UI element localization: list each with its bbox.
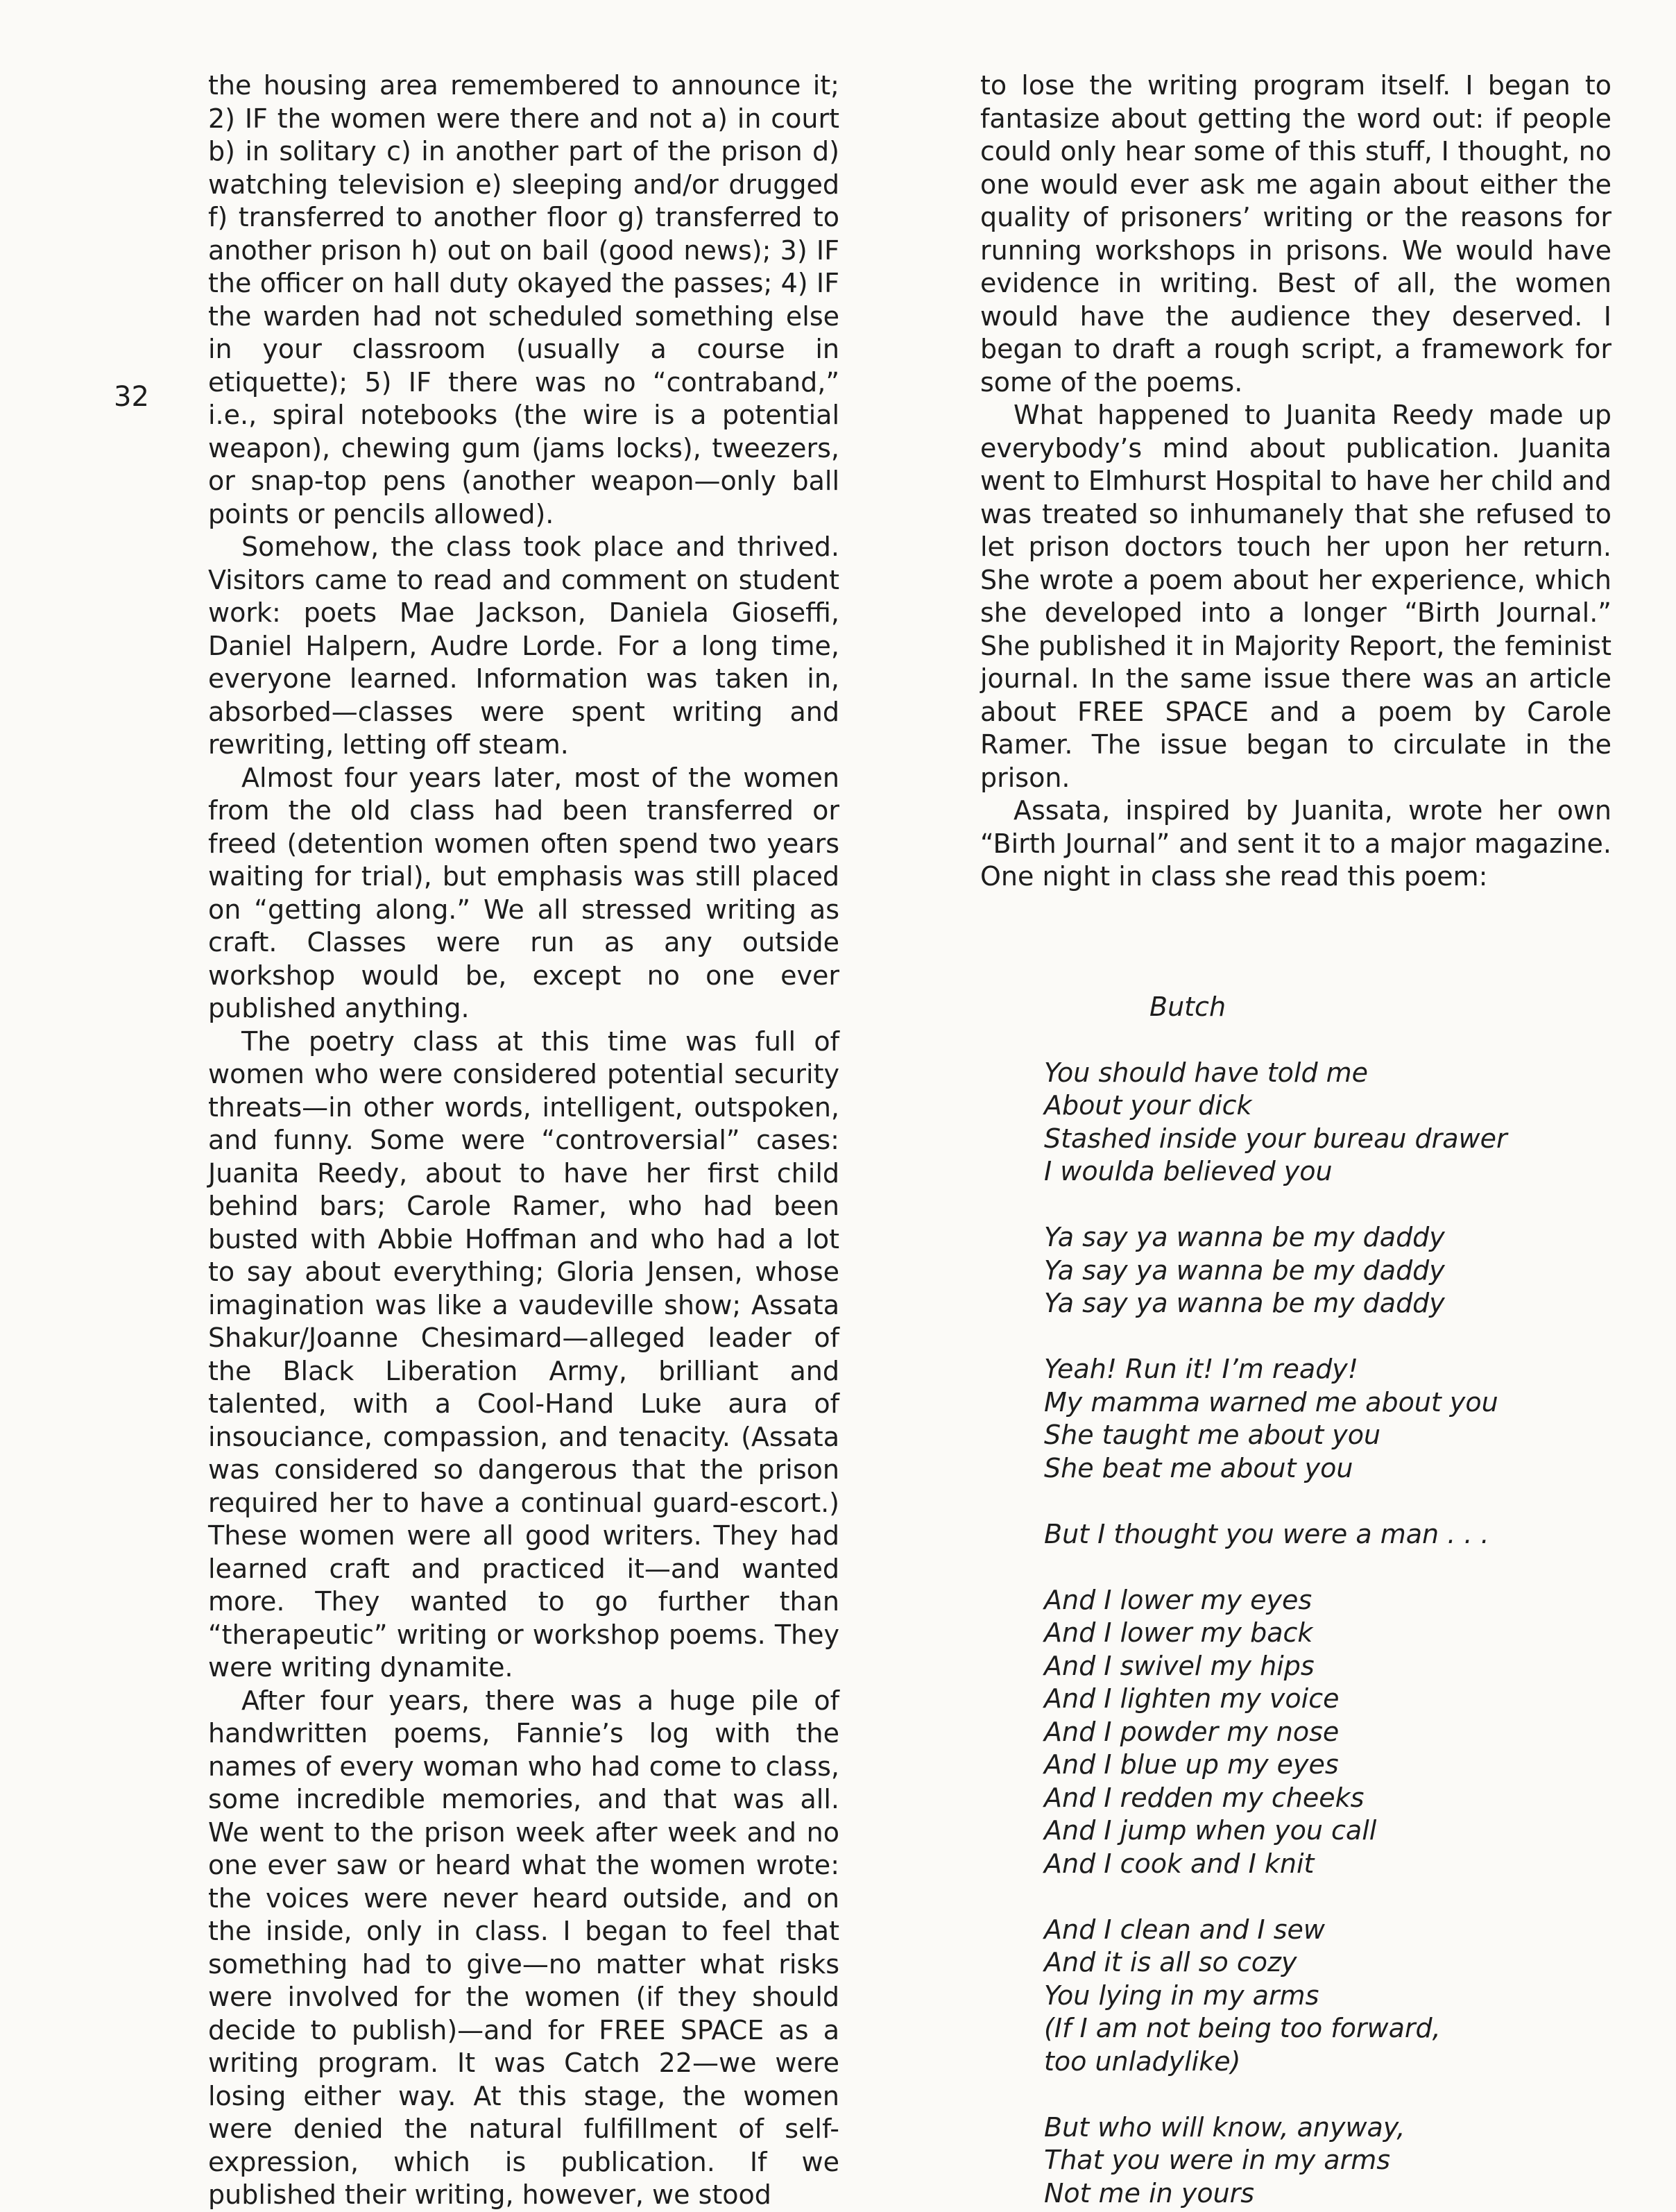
poem-line: Not me in yours (1044, 2177, 1255, 2209)
poem-stanza (1044, 1584, 1611, 1881)
poem-line: You should have told me (1044, 1057, 1369, 1088)
paragraph: the housing area remembered to announce it; 2) IF the women were there and not a) in court b) in solitary c) in another part of the prison d) watching television e) sleeping and/or drugged f) transferred to another floor g) transferred to another prison h) out on bail (good news); 3) IF the officer on hall duty okayed the passes; 4) IF the warden had not scheduled something else in your classroom (usually a course in etiquette); 5) IF there was no “contraband,” i.e., spiral notebooks (the wire is a potential weapon), chewing gum (jams locks), tweezers, or snap-top pens (another weapon—only ball points or pencils allowed). (208, 70, 839, 529)
poem-line: She beat me about you (1044, 1452, 1353, 1483)
paragraph: Almost four years later, most of the women from the old class had been transferred or freed (detention women often spend two years waiting for trial), but emphasis was still placed on “getting along.” We all stressed writing as craft. Classes were run as any outside workshop would be, except no one ever published anything. (208, 762, 839, 1023)
poem-line: too unladylike) (1044, 2045, 1241, 2077)
poem-stanza (1044, 1221, 1611, 1320)
poem-line: About your dick (1044, 1090, 1252, 1121)
poem (980, 991, 1611, 2211)
poem-stanza (1044, 1518, 1611, 1551)
poem-line: And I powder my nose (1044, 1716, 1340, 1747)
page-number: 32 (114, 381, 149, 413)
poem-line: But I thought you were a man . . . (1044, 1518, 1489, 1549)
poem-line: Stashed inside your bureau drawer (1044, 1123, 1507, 1154)
poem-line: My mamma warned me about you (1044, 1386, 1498, 1418)
poem-line: And I lighten my voice (1044, 1683, 1340, 1714)
poem-line: And I blue up my eyes (1044, 1749, 1339, 1780)
poem-stanza (1044, 1353, 1611, 1485)
poem-line: And I clean and I sew (1044, 1914, 1325, 1945)
poem-line: You lying in my arms (1044, 1980, 1319, 2011)
paragraph: Somehow, the class took place and thrived. Visitors came to read and comment on student work: poets Mae Jackson, Daniela Gioseffi, Daniel Halpern, Audre Lorde. For a long time, everyone learned. Information was taken in, absorbed—classes were spent writing and rewriting, letting off steam. (208, 531, 839, 760)
poem-line: And I swivel my hips (1044, 1650, 1315, 1681)
poem-title: Butch (1149, 991, 1226, 1022)
poem-line: I woulda believed you (1044, 1156, 1333, 1186)
paragraph: What happened to Juanita Reedy made up everybody’s mind about publication. Juanita went to Elmhurst Hospital to have her child and was treated so inhumanely that she refused to let prison doctors touch her upon her return. She wrote a poem about her experience, which she developed into a longer “Birth Journal.” She published it in Majority Report, the feminist journal. In the same issue there was an article about FREE SPACE and a poem by Carole Ramer. The issue began to circulate in the prison. (980, 400, 1611, 793)
poem-line: Ya say ya wanna be my daddy (1044, 1222, 1445, 1252)
poem-line: And it is all so cozy (1044, 1947, 1297, 1977)
poem-line: Ya say ya wanna be my daddy (1044, 1254, 1445, 1286)
poem-line: And I lower my eyes (1044, 1584, 1312, 1615)
poem-line: Ya say ya wanna be my daddy (1044, 1288, 1445, 1318)
right-column (980, 69, 1611, 2210)
poem-line: And I cook and I knit (1044, 1848, 1315, 1879)
poem-line: That you were in my arms (1044, 2145, 1391, 2175)
poem-line: And I redden my cheeks (1044, 1782, 1365, 1813)
paragraph: Assata, inspired by Juanita, wrote her own “Birth Journal” and sent it to a major magazine. One night in class she read this poem: (980, 795, 1611, 892)
paragraph: The poetry class at this time was full of women who were considered potential security threats—in other words, intelligent, outspoken, and funny. Some were “controversial” cases: Juanita Reedy, about to have her first child behind bars; Carole Ramer, who had been busted with Abbie Hoffman and who had a lot to say about everything; Gloria Jensen, whose imagination was like a vaudeville show; Assata Shakur/Joanne Chesimard—alleged leader of the Black Liberation Army, brilliant and talented, with a Cool-Hand Luke aura of insouciance, compassion, and tenacity. (Assata was considered so dangerous that the prison required her to have a continual guard-escort.) These women were all good writers. They had learned craft and practiced it—and wanted more. They wanted to go further than “therapeutic” writing or workshop poems. They were writing dynamite. (208, 1026, 839, 1683)
poem-stanza (1044, 2111, 1611, 2211)
paragraph: to lose the writing program itself. I began to fantasize about getting the word out: if people could only hear some of this stuff, I thought, no one would ever ask me again about either the quality of prisoners’ writing or the reasons for running workshops in prisons. We would have evidence in writing. Best of all, the women would have the audience they deserved. I began to draft a rough script, a framework for some of the poems. (980, 70, 1611, 398)
poem-line: But who will know, anyway, (1044, 2111, 1405, 2143)
poem-stanza (1044, 1057, 1611, 1189)
poem-line: She taught me about you (1044, 1420, 1381, 1450)
poem-line: And I jump when you call (1044, 1815, 1377, 1846)
poem-line: (If I am not being too forward, (1044, 2013, 1441, 2043)
paragraph: After four years, there was a huge pile of handwritten poems, Fannie’s log with the names of every woman who had come to class, some incredible memories, and that was all. We went to the prison week after week and no one ever saw or heard what the women wrote: the voices were never heard outside, and on the inside, only in class. I began to feel that something had to give—no matter what risks were involved for the women (if they should decide to publish)—and for FREE SPACE as a writing program. It was Catch 22—we were losing either way. At this stage, the women were denied the natural fulfillment of self-expression, which is publication. If we published their writing, however, we stood (208, 1685, 839, 2210)
poem-line: And I lower my back (1044, 1617, 1313, 1648)
left-column (208, 69, 839, 2212)
poem-line: Yeah! Run it! I’m ready! (1044, 1354, 1359, 1384)
poem-stanza (1044, 1914, 1611, 2079)
